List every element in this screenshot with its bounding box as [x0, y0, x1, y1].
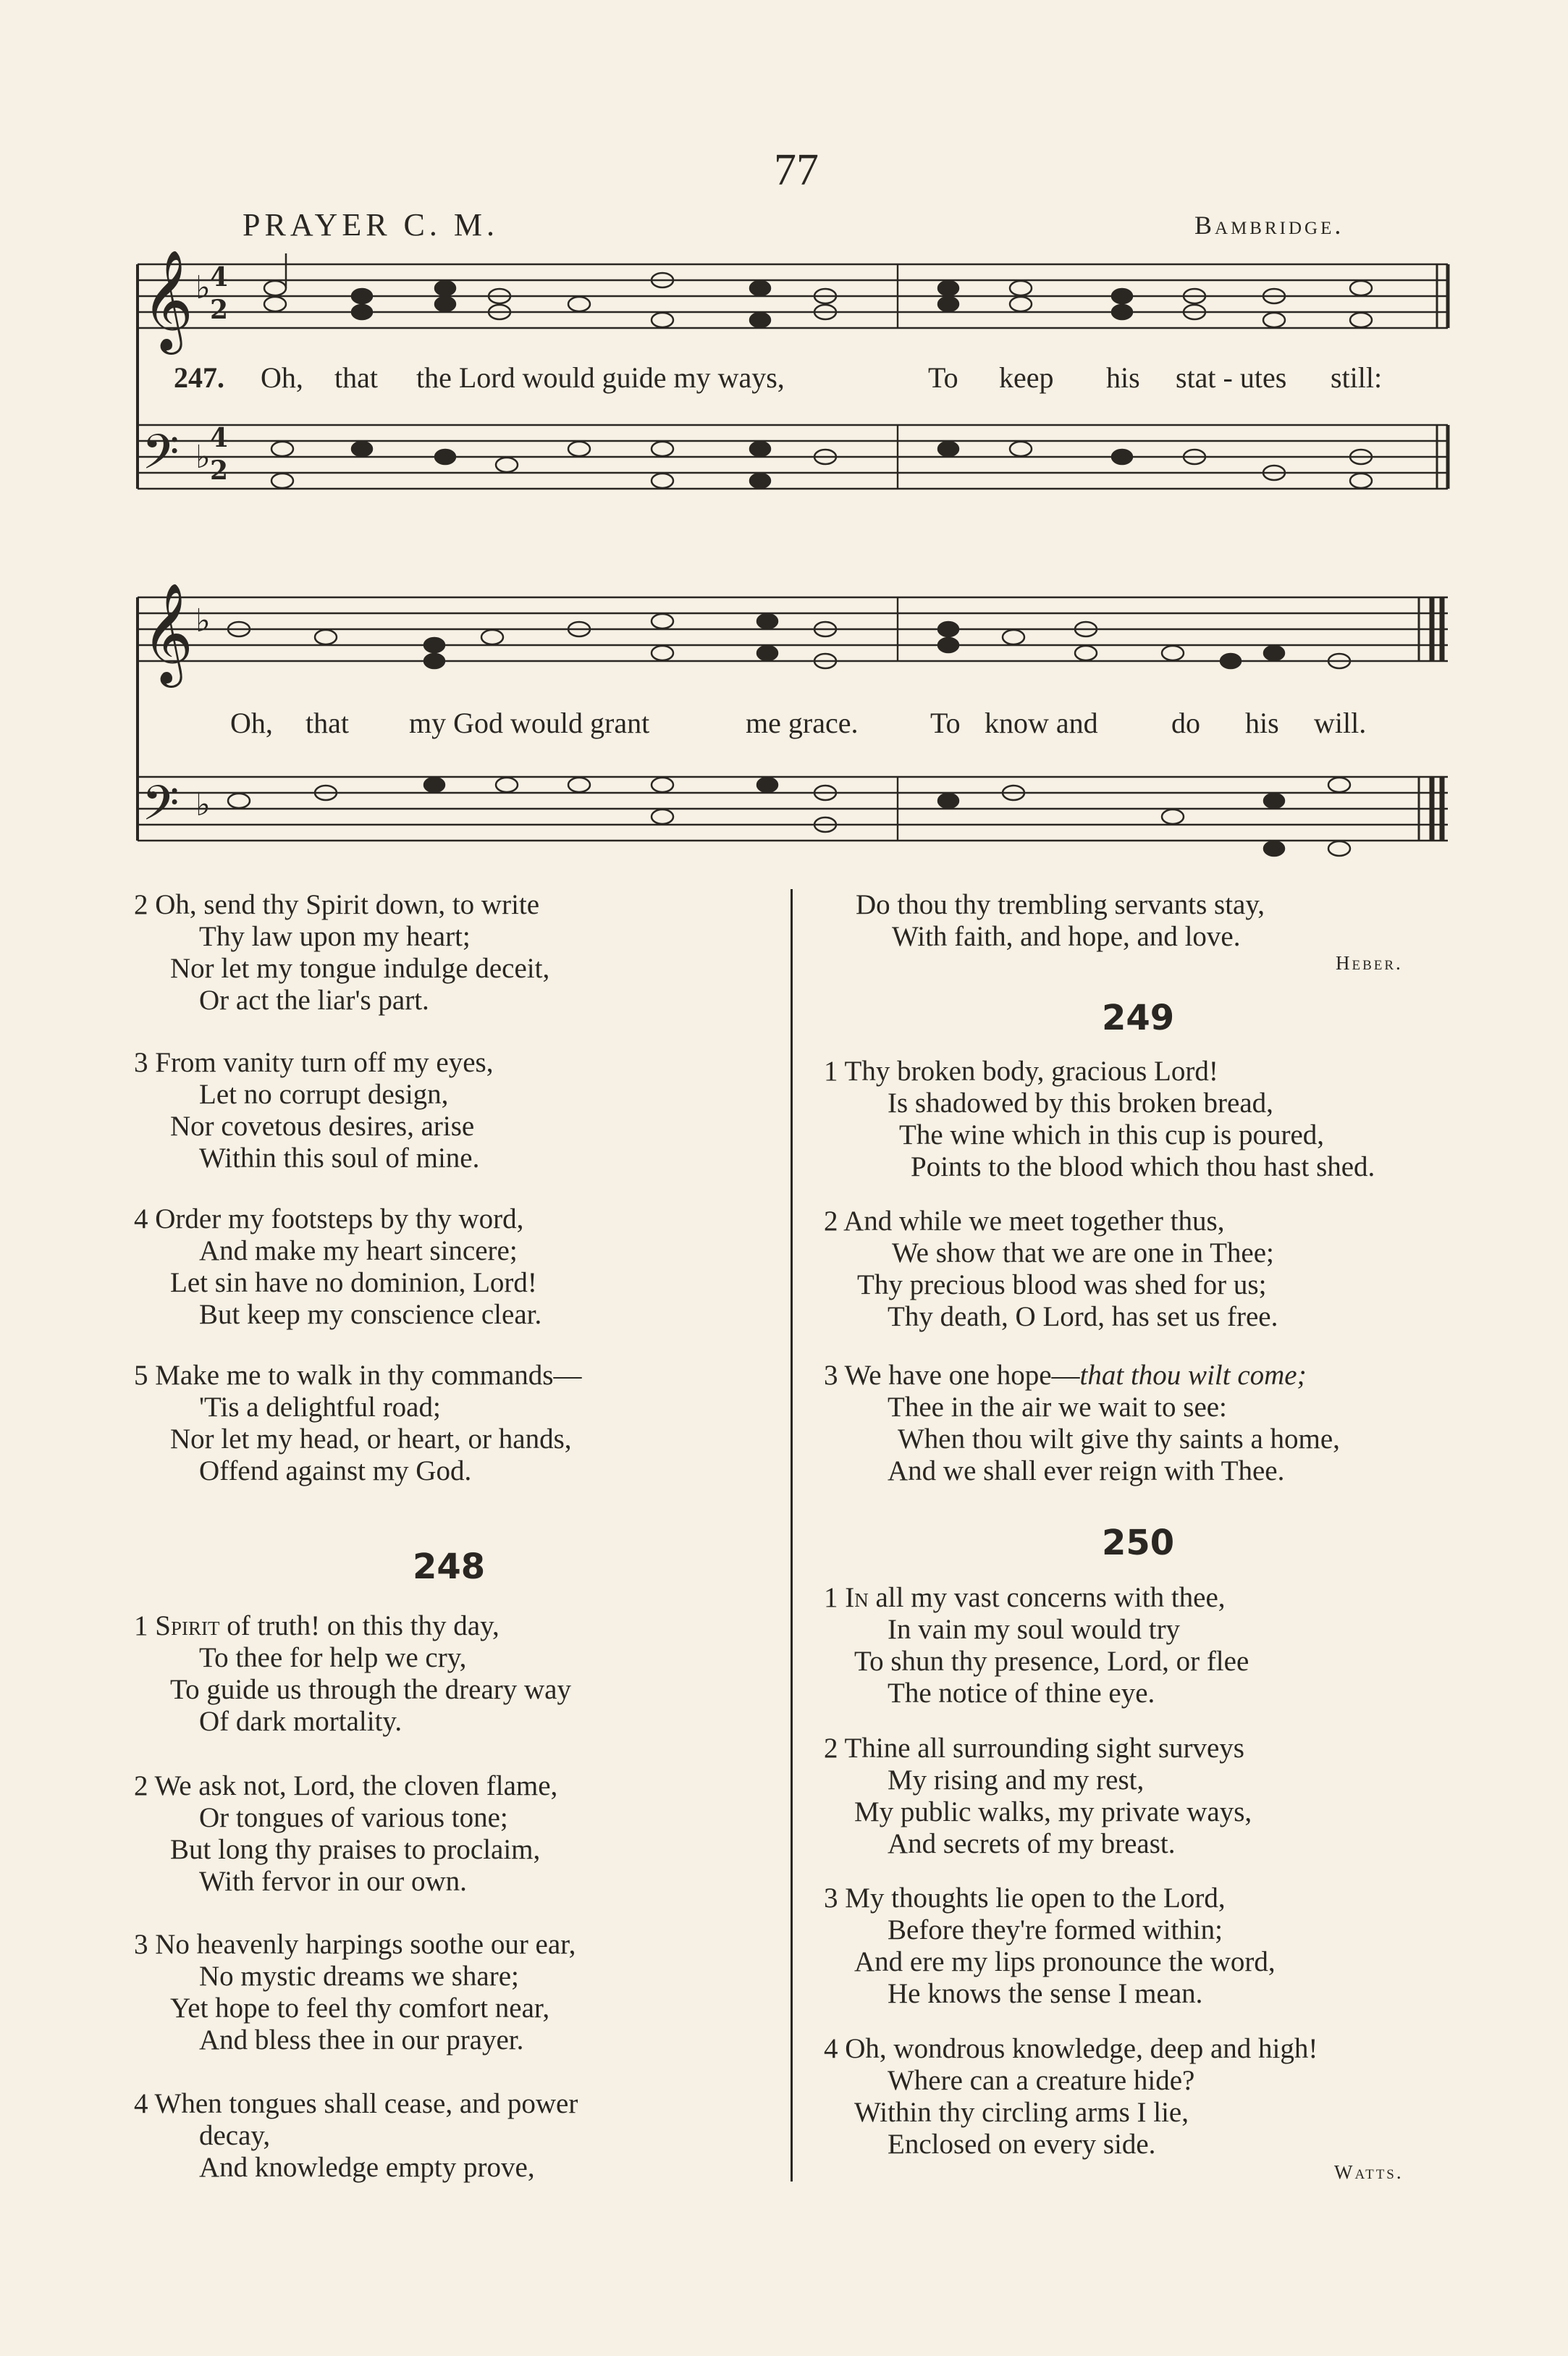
- verse-line: And secrets of my breast.: [888, 1828, 1176, 1859]
- verse-line: But long thy praises to proclaim,: [170, 1834, 541, 1865]
- verse-line: Or tongues of various tone;: [199, 1802, 508, 1833]
- verse-line: He knows the sense I mean.: [888, 1978, 1203, 2009]
- treble-clef-icon: 𝄞: [142, 250, 193, 350]
- hymn-number-249: 249: [1102, 998, 1175, 1038]
- stanza: [824, 1206, 1278, 1333]
- verse-line: [824, 1360, 1340, 1392]
- verse-line: 4 Oh, wondrous knowledge, deep and high!: [824, 2033, 1318, 2064]
- verse-line: Within this soul of mine.: [199, 1143, 480, 1174]
- verse-line: Points to the blood which thou hast shed.: [911, 1151, 1375, 1182]
- composer-name: Bambridge.: [1194, 211, 1344, 240]
- verse-line: Let sin have no dominion, Lord!: [170, 1267, 537, 1298]
- svg-text:4: 4: [210, 262, 229, 293]
- verse-line: Thy death, O Lord, has set us free.: [888, 1301, 1278, 1332]
- stanza: [134, 1929, 576, 2056]
- treble-staff-1: [138, 264, 1448, 328]
- verse-line: But keep my conscience clear.: [199, 1299, 542, 1330]
- svg-text:2: 2: [210, 455, 229, 486]
- verse-line: 4 Order my footsteps by thy word,: [134, 1203, 524, 1234]
- svg-text:♭: ♭: [195, 786, 211, 823]
- tune-name: PRAYER C. M.: [243, 207, 500, 243]
- hymn-number-247: 247.: [174, 361, 224, 394]
- verse-line: Let no corrupt design,: [199, 1079, 449, 1110]
- lyric-word: do: [1171, 707, 1200, 739]
- verse-line: With faith, and hope, and love.: [892, 921, 1241, 952]
- svg-text:♭: ♭: [195, 602, 211, 639]
- lyric-word: Oh,: [230, 707, 273, 739]
- verse-line: We show that we are one in Thee;: [892, 1237, 1274, 1269]
- stanza: [134, 1203, 541, 1331]
- page-number: 77: [774, 146, 819, 195]
- verse-line: [134, 1610, 571, 1642]
- verse-line: The notice of thine eye.: [888, 1678, 1155, 1709]
- verse-line: Of dark mortality.: [199, 1706, 402, 1737]
- author-heber: Heber.: [1336, 952, 1403, 974]
- stanza: [134, 889, 549, 1017]
- stanza: [134, 1770, 557, 1898]
- verse-line: [824, 1582, 1249, 1614]
- verse-line: 3 My thoughts lie open to the Lord,: [824, 1882, 1226, 1914]
- verse-line: Thy law upon my heart;: [199, 921, 471, 952]
- stanza: [824, 2033, 1318, 2161]
- verse-line: 3 No heavenly harpings soothe our ear,: [134, 1929, 576, 1960]
- verse-line: Within thy circling arms I lie,: [854, 2097, 1189, 2128]
- treble-clef-icon: 𝄞: [142, 583, 193, 683]
- svg-text:2: 2: [210, 295, 229, 325]
- verse-line: To shun thy presence, Lord, or flee: [854, 1646, 1249, 1677]
- verse-line: And we shall ever reign with Thee.: [888, 1455, 1285, 1486]
- verse-line: In vain my soul would try: [888, 1614, 1181, 1645]
- bass-clef-icon: 𝄢: [142, 775, 180, 843]
- verse-line: 2 Thine all surrounding sight surveys: [824, 1733, 1244, 1764]
- hymn-number-248: 248: [413, 1547, 486, 1587]
- lyric-word: To: [928, 361, 958, 394]
- lyric-word: still:: [1331, 361, 1383, 394]
- lyric-word: stat - utes: [1176, 361, 1287, 394]
- verse-line: Is shadowed by this broken bread,: [888, 1087, 1273, 1119]
- lyric-word: the Lord would guide my ways,: [416, 361, 785, 394]
- bass-staff-1: [138, 425, 1448, 489]
- stanza: [134, 1047, 493, 1174]
- verse-text: 3 We have one hope—: [824, 1360, 1080, 1391]
- hymn-number-250: 250: [1102, 1523, 1175, 1563]
- verse-line: Where can a creature hide?: [888, 2065, 1195, 2096]
- lyric-word: his: [1106, 361, 1140, 394]
- svg-text:♭: ♭: [195, 269, 211, 306]
- first-word: Spirit: [155, 1610, 220, 1641]
- verse-line: Before they're formed within;: [888, 1914, 1223, 1945]
- verse-line: 'Tis a delightful road;: [199, 1392, 441, 1423]
- verse-line: Thy precious blood was shed for us;: [857, 1269, 1267, 1300]
- verse-line: 2 We ask not, Lord, the cloven flame,: [134, 1770, 558, 1801]
- verse-line: To thee for help we cry,: [199, 1642, 467, 1673]
- stanza: [134, 1360, 581, 1487]
- verse-line: And make my heart sincere;: [199, 1235, 518, 1266]
- lyric-word: me grace.: [746, 707, 859, 739]
- verse-line: 4 When tongues shall cease, and power: [134, 2088, 578, 2119]
- stanza: [824, 1360, 1340, 1487]
- stanza-number: 1: [134, 1610, 148, 1641]
- stanza: [824, 1056, 1375, 1183]
- first-word: In: [845, 1582, 869, 1613]
- hymn-248-ending: [856, 889, 1265, 953]
- music-score: [0, 0, 1568, 891]
- lyric-word: keep: [999, 361, 1054, 394]
- lyric-word: Oh,: [261, 361, 303, 394]
- stanza: [824, 1582, 1249, 1709]
- lyric-word: To: [930, 707, 961, 739]
- author-watts: Watts.: [1334, 2161, 1404, 2183]
- verse-line: Nor covetous desires, arise: [170, 1111, 475, 1142]
- bass-clef-icon: 𝄢: [142, 424, 180, 492]
- verse-line: When thou wilt give thy saints a home,: [898, 1423, 1340, 1455]
- stanza: [824, 1882, 1276, 2010]
- verse-line: And ere my lips pronounce the word,: [854, 1946, 1276, 1977]
- hymn-247-lyric-line-1: [174, 361, 224, 395]
- stanza-number: 1: [824, 1582, 838, 1613]
- verse-line: No mystic dreams we share;: [199, 1961, 519, 1992]
- verse-text: of truth! on this thy day,: [219, 1610, 500, 1641]
- verse-line: Thee in the air we wait to see:: [888, 1392, 1227, 1423]
- verse-line: 2 Oh, send thy Spirit down, to write: [134, 889, 540, 920]
- verse-line: And bless thee in our prayer.: [199, 2024, 524, 2056]
- verse-text: all my vast concerns with thee,: [868, 1582, 1226, 1613]
- column-divider: [791, 889, 793, 2182]
- stanza: [134, 2088, 578, 2184]
- verse-line: Yet hope to feel thy comfort near,: [170, 1993, 550, 2024]
- verse-line: decay,: [199, 2120, 271, 2151]
- verse-line: Or act the liar's part.: [199, 985, 429, 1016]
- lyric-word: his: [1245, 707, 1279, 739]
- italic-text: that thou wilt come;: [1079, 1360, 1307, 1391]
- svg-text:♭: ♭: [195, 439, 211, 476]
- lyric-word: will.: [1314, 707, 1367, 739]
- lyric-word: that: [334, 361, 378, 394]
- treble-staff-2: [138, 597, 1448, 661]
- verse-line: My public walks, my private ways,: [854, 1796, 1252, 1827]
- verse-line: To guide us through the dreary way: [170, 1674, 571, 1705]
- verse-line: 5 Make me to walk in thy commands—: [134, 1360, 582, 1391]
- verse-line: Nor let my tongue indulge deceit,: [170, 953, 550, 984]
- verse-line: Offend against my God.: [199, 1455, 472, 1486]
- verse-line: And knowledge empty prove,: [199, 2152, 535, 2183]
- bass-staff-2: [138, 777, 1448, 841]
- lyric-word: that: [305, 707, 349, 739]
- stanza: [824, 1733, 1252, 1860]
- verse-line: My rising and my rest,: [888, 1764, 1145, 1796]
- clefs: [142, 250, 228, 843]
- verse-line: Do thou thy trembling servants stay,: [856, 889, 1265, 920]
- verse-line: 1 Thy broken body, gracious Lord!: [824, 1056, 1218, 1087]
- verse-line: Enclosed on every side.: [888, 2129, 1156, 2160]
- verse-line: The wine which in this cup is poured,: [899, 1119, 1325, 1150]
- left-column-247-stanzas: [134, 889, 549, 1017]
- lyric-word: my God would grant: [409, 707, 650, 739]
- lyric-word: know and: [985, 707, 1098, 739]
- svg-text:4: 4: [210, 423, 229, 453]
- verse-line: With fervor in our own.: [199, 1866, 467, 1897]
- verse-line: 3 From vanity turn off my eyes,: [134, 1047, 494, 1078]
- stanza: [134, 1610, 571, 1738]
- verse-line: Nor let my head, or heart, or hands,: [170, 1423, 572, 1455]
- verse-line: 2 And while we meet together thus,: [824, 1206, 1225, 1237]
